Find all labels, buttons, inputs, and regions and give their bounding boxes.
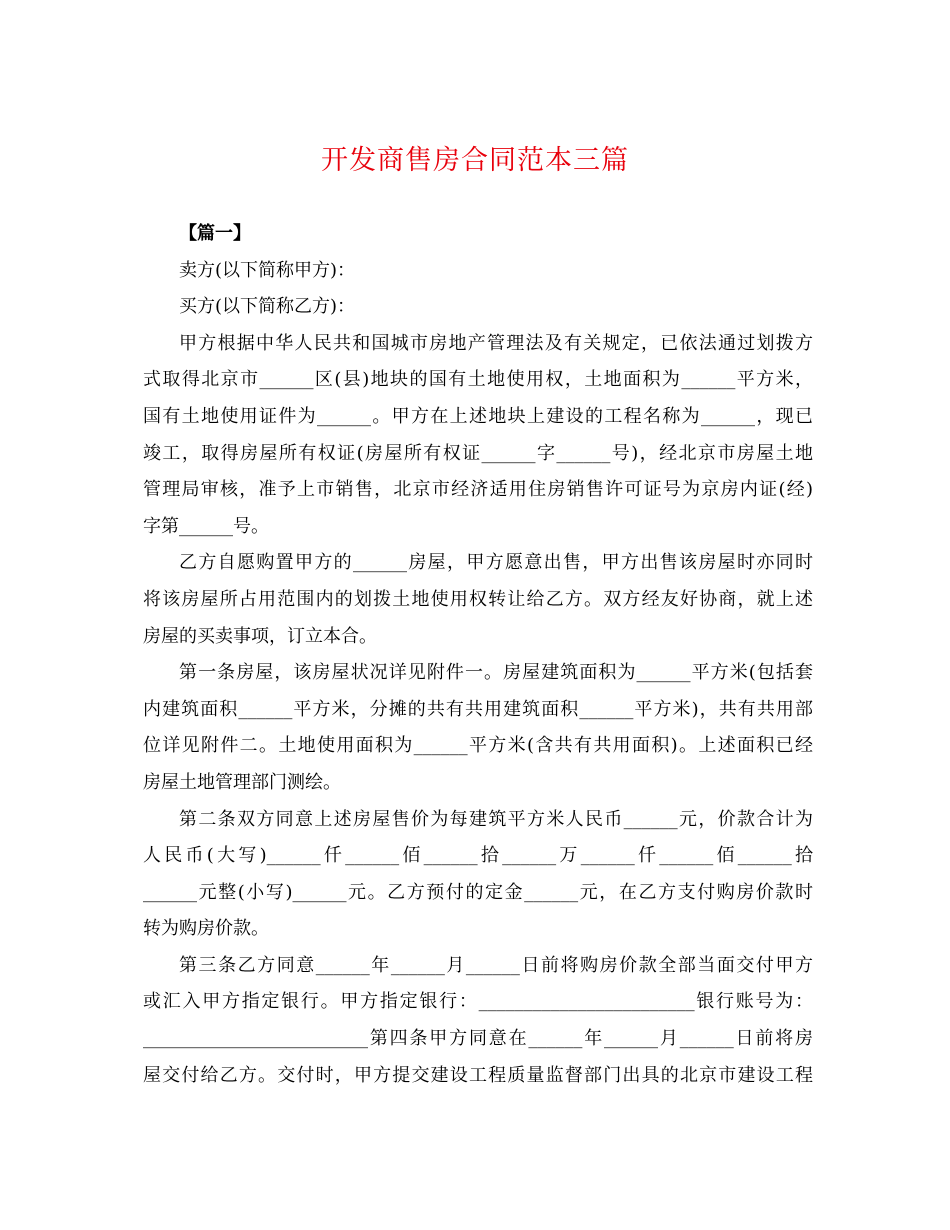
text-line: 转为购房价款。 xyxy=(143,918,269,940)
text-line: 卖方(以下简称甲方)： xyxy=(179,259,356,281)
text-line: 乙方自愿购置甲方的______房屋，甲方愿意出售，甲方出售该房屋时亦同时 xyxy=(179,552,813,574)
text-line: 管理局审核，准予上市销售，北京市经济适用住房销售许可证号为京房内证(经) xyxy=(143,479,813,501)
text-line: 式取得北京市______区(县)地块的国有土地使用权，土地面积为______平方米， xyxy=(143,369,813,391)
text-line: 竣工，取得房屋所有权证(房屋所有权证______字______号)，经北京市房屋土地 xyxy=(143,442,813,464)
document-title: 开发商售房合同范本三篇 xyxy=(321,145,629,176)
text-line: 或汇入甲方指定银行。甲方指定银行：________________________银行账号为： xyxy=(143,991,813,1013)
text-line: 甲方根据中华人民共和国城市房地产管理法及有关规定，已依法通过划拨方 xyxy=(179,332,813,354)
text-line: 买方(以下简称乙方)： xyxy=(179,296,356,318)
text-line: 第二条双方同意上述房屋售价为每建筑平方米人民币______元，价款合计为 xyxy=(179,808,813,830)
text-line: 房屋的买卖事项，订立本合。 xyxy=(143,625,377,647)
text-line: 国有土地使用证件为______。甲方在上述地块上建设的工程名称为______，现已 xyxy=(143,405,813,427)
section-heading: 【篇一】 xyxy=(179,223,251,244)
text-line: 字第______号。 xyxy=(143,515,269,537)
text-line: 第三条乙方同意______年______月______日前将购房价款全部当面交付甲方 xyxy=(179,954,813,976)
text-line: 屋交付给乙方。交付时，甲方提交建设工程质量监督部门出具的北京市建设工程 xyxy=(143,1064,813,1086)
text-line: _________________________第四条甲方同意在______年______月______日前将房 xyxy=(143,1028,813,1050)
text-line: ______元整(小写)______元。乙方预付的定金______元，在乙方支付购房价款时 xyxy=(143,881,813,903)
text-line: 第一条房屋，该房屋状况详见附件一。房屋建筑面积为______平方米(包括套 xyxy=(179,662,813,684)
text-line: 房屋土地管理部门测绘。 xyxy=(143,771,341,793)
text-line: 内建筑面积______平方米，分摊的共有共用建筑面积______平方米)，共有共用部 xyxy=(143,698,813,720)
document-body xyxy=(143,216,813,1094)
text-line: 将该房屋所占用范围内的划拨土地使用权转让给乙方。双方经友好协商，就上述 xyxy=(143,588,813,610)
text-line: 位详见附件二。土地使用面积为______平方米(含共有共用面积)。上述面积已经 xyxy=(143,735,813,757)
text-line: 人民币(大写)______仟______佰______拾______万______仟______佰______拾 xyxy=(143,845,813,867)
